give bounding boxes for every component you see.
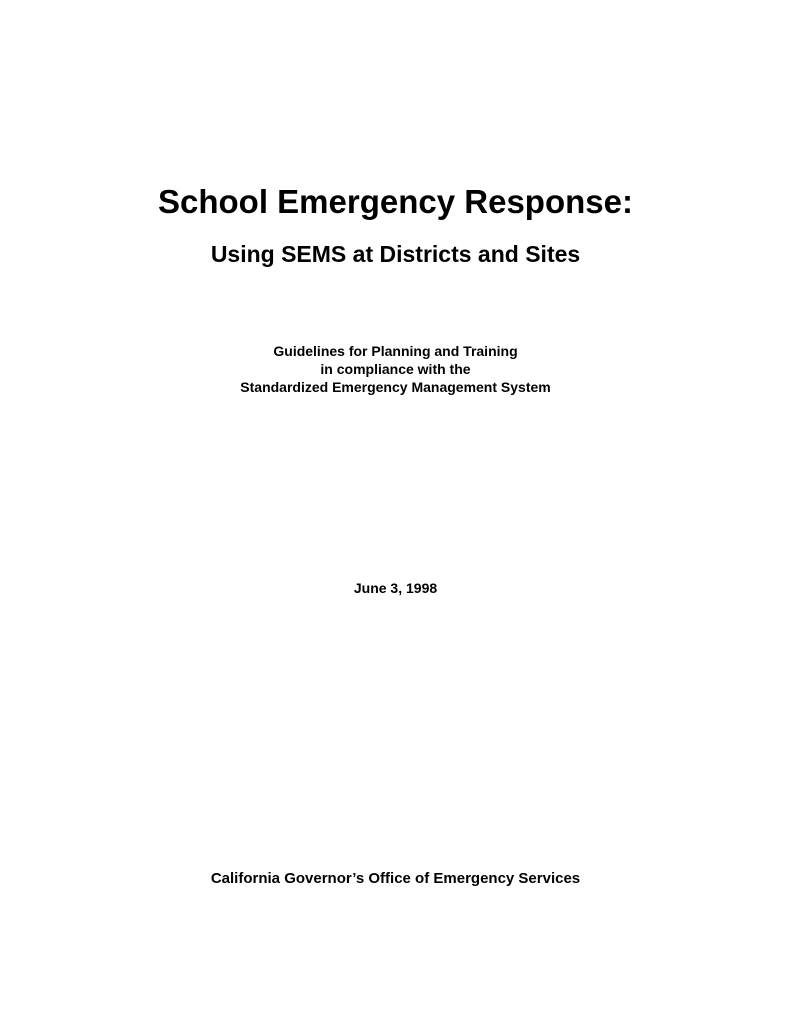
- document-title: School Emergency Response:: [158, 183, 633, 220]
- guidelines-line-3: Standardized Emergency Management System: [240, 379, 551, 395]
- publication-date: June 3, 1998: [353, 580, 438, 596]
- guidelines-line-2: in compliance with the: [320, 361, 471, 377]
- publisher-name: California Governor’s Office of Emergency Services: [210, 870, 581, 887]
- guidelines-block: [0, 342, 791, 396]
- document-subtitle: Using SEMS at Districts and Sites: [210, 241, 581, 267]
- guidelines-line-1: Guidelines for Planning and Training: [273, 343, 518, 359]
